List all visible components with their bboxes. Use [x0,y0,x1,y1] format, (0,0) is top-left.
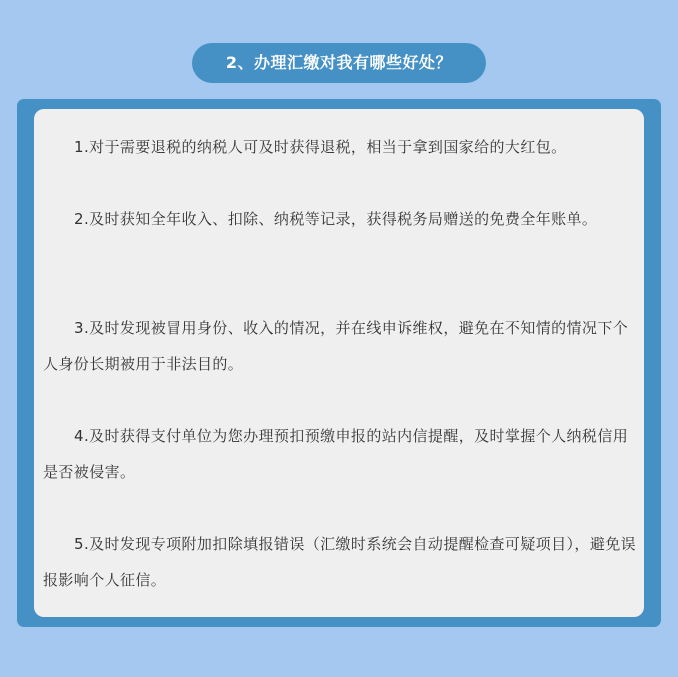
benefit-item-2: 2.及时获知全年收入、扣除、纳税等记录，获得税务局赠送的免费全年账单。 [74,210,598,228]
benefit-item-4: 4.及时获得支付单位为您办理预扣预缴申报的站内信提醒，及时掌握个人纳税信用是否被侵害。 [43,427,629,481]
section-title: 2、办理汇缴对我有哪些好处？ [192,43,486,83]
benefit-item-1: 1.对于需要退税的纳税人可及时获得退税，相当于拿到国家给的大红包。 [74,138,567,156]
benefit-item-5: 5.及时发现专项附加扣除填报错误（汇缴时系统会自动提醒检查可疑项目），避免误报影响个人征信。 [43,535,637,589]
benefit-item-3: 3.及时发现被冒用身份、收入的情况，并在线申诉维权，避免在不知情的情况下个人身份长期被用于非法目的。 [43,319,629,373]
